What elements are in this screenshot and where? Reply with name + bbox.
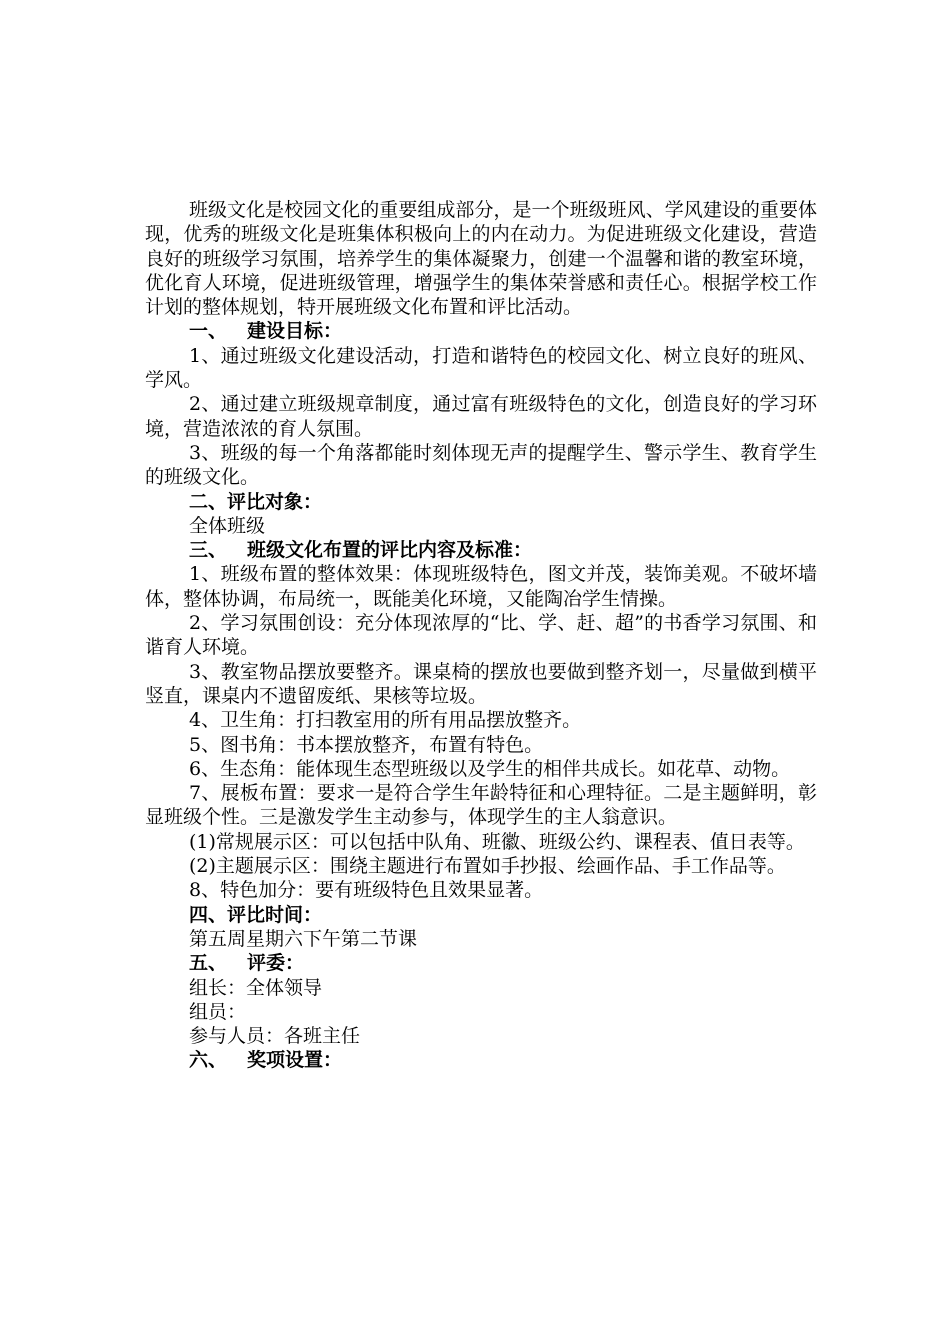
section-1-heading [145,319,817,343]
intro-paragraph: 班级文化是校园文化的重要组成部分，是一个班级班风、学风建设的重要体现，优秀的班级文化是班集体积极向上的内在动力。为促进班级文化建设，营造良好的班级学习氛围，培养学生的集体凝聚力，创建一个温馨和谐的教室环境，优化育人环境，促进班级管理，增强学生的集体荣誉感和责任心。根据学校工作计划的整体规划，特开展班级文化布置和评比活动。 [145,199,817,319]
criteria-subitem-1: (1)常规展示区：可以包括中队角、班徽、班级公约、课程表、值日表等。 [189,830,805,853]
section-5-title: 评委： [247,952,305,975]
criteria-item-2: 2、学习氛围创设：充分体现浓厚的“比、学、赶、超”的书香学习氛围、和谐育人环境。 [145,612,817,659]
section-3-number: 三、 [189,539,228,562]
section-1-title: 建设目标： [247,320,343,343]
section-3-heading [145,538,817,562]
judge-participants: 参与人员：各班主任 [189,1025,361,1048]
criteria-item-8: 8、特色加分：要有班级特色且效果显著。 [189,879,544,902]
section-2-heading: 二、评比对象： [189,490,323,513]
section-1-number: 一、 [189,320,228,343]
criteria-item-3: 3、教室物品摆放要整齐。课桌椅的摆放也要做到整齐划一，尽量做到横平竖直，课桌内不遗留废纸、果核等垃圾。 [145,660,817,707]
goal-item-1: 1、通过班级文化建设活动，打造和谐特色的校园文化、树立良好的班风、学风。 [145,344,817,392]
criteria-item-1: 1、班级布置的整体效果：体现班级特色，图文并茂，装饰美观。不破坏墙体，整体协调，布局统一，既能美化环境，又能陶冶学生情操。 [145,563,817,610]
section-3-title: 班级文化布置的评比内容及标准： [247,539,533,562]
criteria-item-6: 6、生态角：能体现生态型班级以及学生的相伴共成长。如花草、动物。 [189,757,791,780]
document-body [145,198,817,1073]
goal-item-2: 2、通过建立班级规章制度，通过富有班级特色的文化，创造良好的学习环境，营造浓浓的育人氛围。 [145,393,817,440]
section-4-heading: 四、评比时间： [189,903,323,926]
judge-members: 组员： [189,1000,247,1023]
section-5-number: 五、 [189,952,228,975]
judge-leader: 组长：全体领导 [189,976,323,999]
evaluation-time: 第五周星期六下午第二节课 [189,927,418,950]
goal-item-3: 3、班级的每一个角落都能时刻体现无声的提醒学生、警示学生、教育学生的班级文化。 [145,441,817,489]
criteria-item-7: 7、展板布置：要求一是符合学生年龄特征和心理特征。二是主题鲜明，彰显班级个性。三是激发学生主动参与，体现学生的主人翁意识。 [145,782,817,829]
criteria-item-5: 5、图书角：书本摆放整齐，布置有特色。 [189,733,544,756]
section-6-title: 奖项设置： [247,1049,343,1072]
criteria-subitem-2: (2)主题展示区：围绕主题进行布置如手抄报、绘画作品、手工作品等。 [189,855,786,878]
section-6-heading [145,1048,817,1072]
evaluation-target: 全体班级 [189,514,266,537]
section-6-number: 六、 [189,1049,228,1072]
criteria-item-4: 4、卫生角：打扫教室用的所有用品摆放整齐。 [189,709,582,732]
section-5-heading [145,951,817,975]
